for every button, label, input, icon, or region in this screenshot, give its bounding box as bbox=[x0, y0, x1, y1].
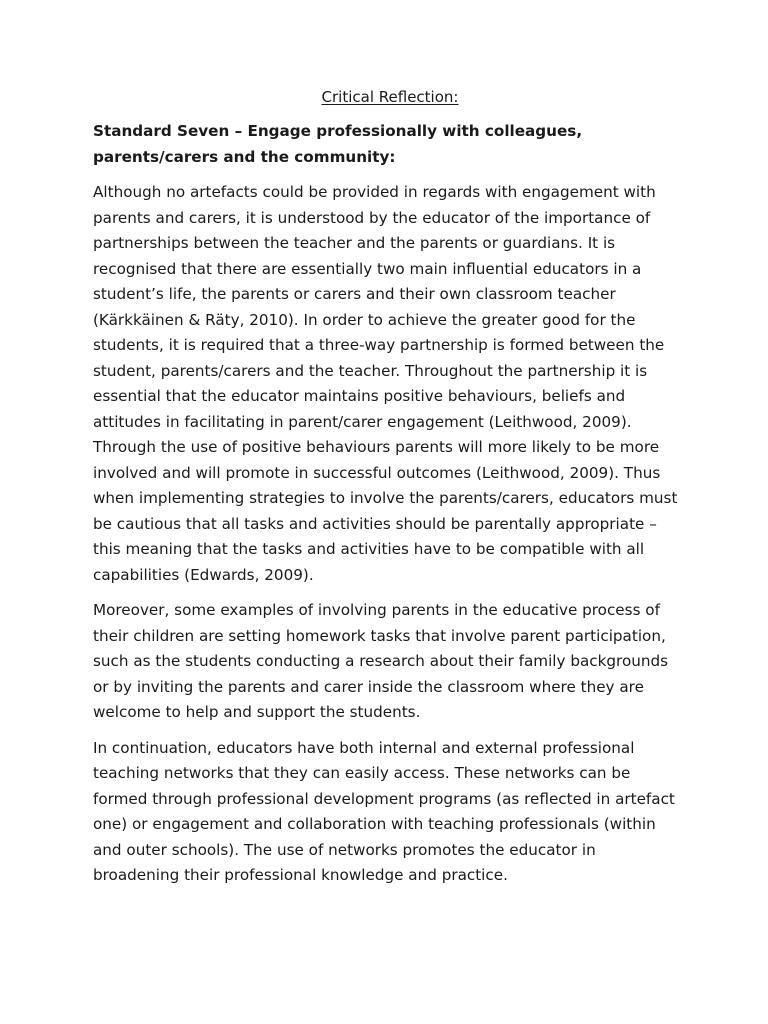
page-title: Critical Reflection: bbox=[321, 88, 459, 106]
paragraph-3: In continuation, educators have both internal and external professional teaching networks that they can easily access. These networks can be formed through professional development programs (as reflected in artefact one) or engagement and collaboration with teaching professionals (within and outer schools). The use of networks promotes the educator in broadening their professional knowledge and practice. bbox=[93, 738, 675, 884]
section-heading: Standard Seven – Engage professionally with colleagues, parents/carers and the community: bbox=[93, 122, 583, 166]
document-body bbox=[93, 87, 683, 899]
paragraph-1: Although no artefacts could be provided in regards with engagement with parents and carers, it is understood by the educator of the importance of partnerships between the teacher and the parents or guardians. It is recognised that there are essentially two main influential educators in a student’s life, the parents or carers and their own classroom teacher (Kärkkäinen & Räty, 2010). In order to achieve the greater good for the students, it is required that a three-way partnership is formed between the student, parents/carers and the teacher. Throughout the partnership it is essential that the educator maintains positive behaviours, beliefs and attitudes in facilitating in parent/carer engagement (Leithwood, 2009). Through the use of positive behaviours parents will more likely to be more involved and will promote in successful outcomes (Leithwood, 2009). Thus when implementing strategies to involve the parents/carers, educators must be cautious that all tasks and activities should be parentally appropriate – this meaning that the tasks and activities have to be compatible with all capabilities (Edwards, 2009). bbox=[93, 183, 678, 584]
paragraph-2: Moreover, some examples of involving parents in the educative process of their children are setting homework tasks that involve parent participation, such as the students conducting a research about their family backgrounds or by inviting the parents and carer inside the classroom where they are welcome to help and support the students. bbox=[93, 601, 669, 721]
